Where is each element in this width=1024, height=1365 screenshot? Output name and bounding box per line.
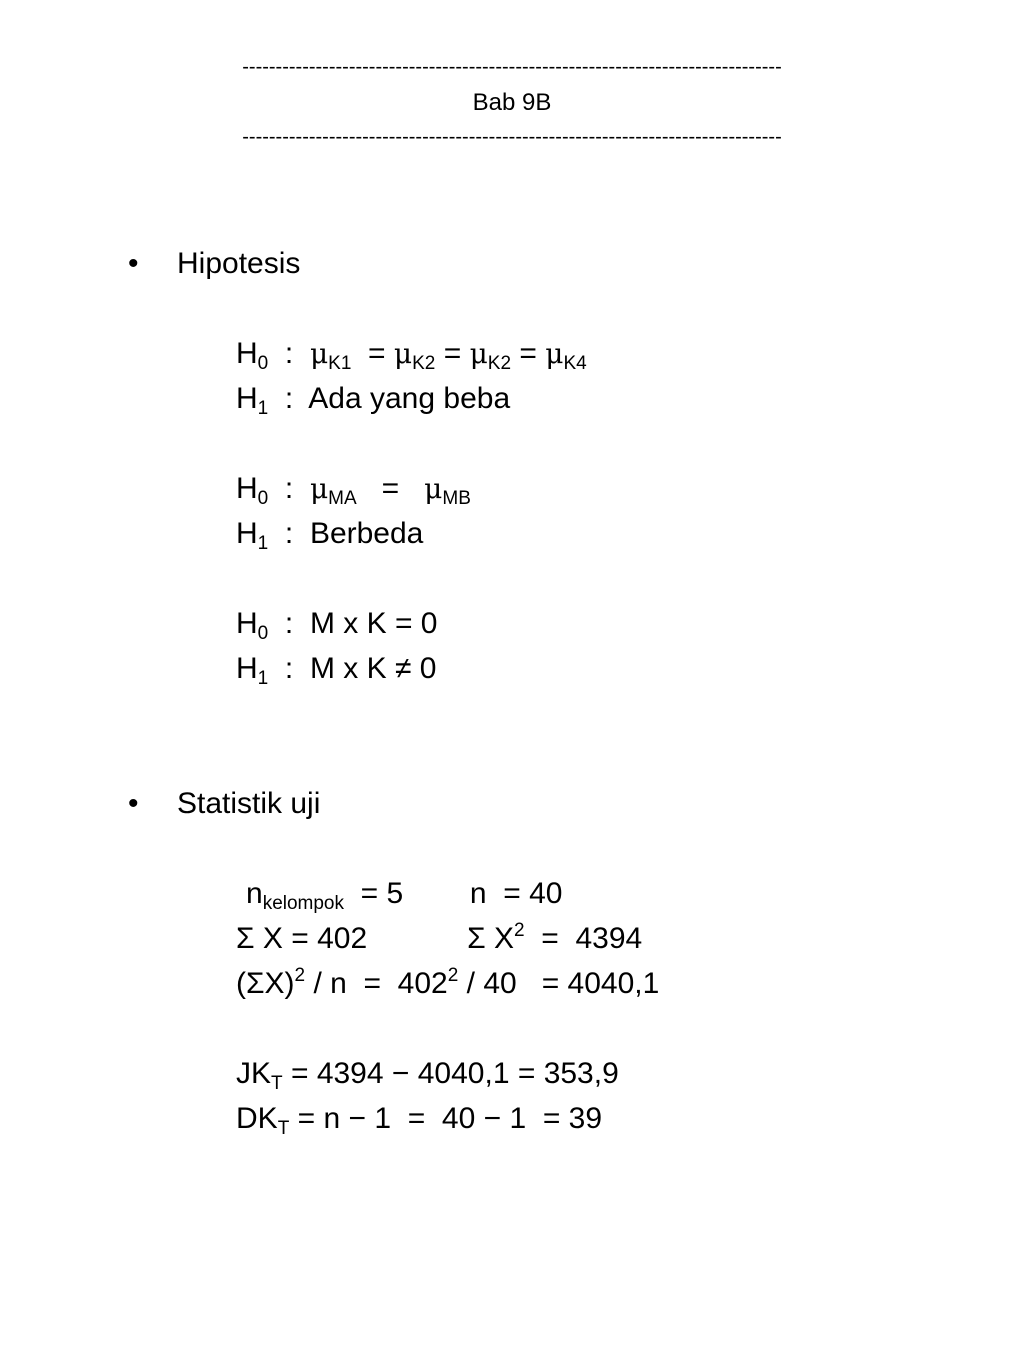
hypothesis-h0-set1: $H_0$ : $\mu_{K1} = \mu_{K2} = \mu_{K2} = \mu_{K4}$ xyxy=(236,337,587,374)
stat-jk-total: $JK_T = 4394 - 4040,1 = 353,9$ xyxy=(236,1057,619,1094)
header-rule-bottom: --------------------------------------------------------------------------------- xyxy=(242,126,782,148)
stat-sum-x: Σ X = 402 Σ $X^2 = 4394$ xyxy=(236,920,643,955)
section-title-statistik-uji: Statistik uji xyxy=(177,787,321,820)
hypothesis-h1-set1: $H_1$ : Ada yang beba xyxy=(236,382,511,419)
bullet-statistik-uji: • xyxy=(128,787,139,820)
section-title-hipotesis: Hipotesis xyxy=(177,247,301,280)
hypothesis-h1-set3: $H_1$ : M x K ≠ 0 xyxy=(236,652,437,689)
chapter-title: Bab 9B xyxy=(472,89,552,116)
hypothesis-h0-set2: $H_0$ : $\mu_{MA} = \mu_{MB}$ xyxy=(236,472,471,509)
hypothesis-h0-set3: $H_0$ : M x K = 0 xyxy=(236,607,438,644)
hypothesis-h1-set2: $H_1$ : Berbeda xyxy=(236,517,424,554)
bullet-hipotesis: • xyxy=(128,247,139,280)
stat-dk-total: $DK_T = n - 1 = 40 - 1 = 39$ xyxy=(236,1102,603,1139)
stat-correction-factor: $(\Sigma X)^2 / n = 402^2 / 40 = 4040,1$ xyxy=(236,965,660,1000)
header-rule-top: --------------------------------------------------------------------------------- xyxy=(242,56,782,78)
stat-n-kelompok: $n_{kelompok} = 5$ n = 40 xyxy=(246,877,563,914)
